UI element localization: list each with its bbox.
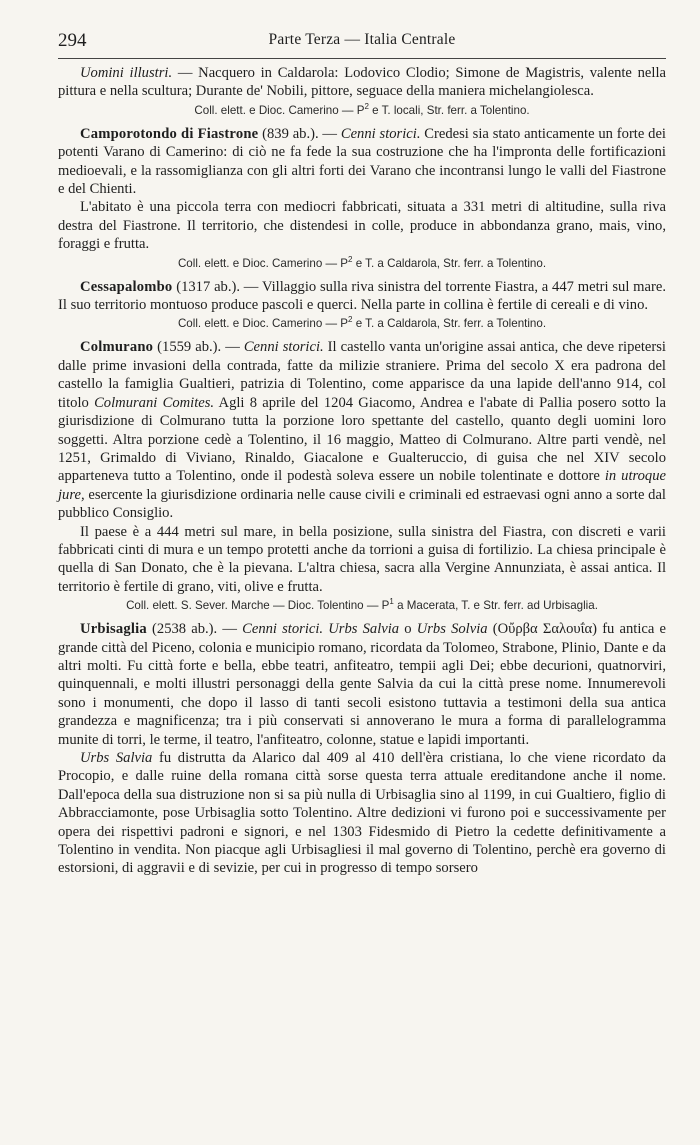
paragraph (58, 64, 666, 101)
admin-note: Coll. elett. e Dioc. Camerino — $P^2$ e T. a Caldarola, Str. ferr. a Tolentino. (177, 315, 547, 331)
paragraph-text: — Nacquero in Caldarola: Lodovico Clodio; Simone de Magistris, valente nella pittura e nella scultura; Durante de' Nobili, pittore, seguace della maniera michelangiolesca. (58, 65, 666, 100)
paragraph: Urbs Salvia fu distrutta da Alarico dal 409 al 410 dell'èra cristiana, lo che viene ricordato da Procopio, e dalle ruine della romana città sorse questa terra attuale ereditandone anche il nome. Dall'epoca della sua distruzione non si sa più nulla di Urbisaglia sino al 1199, in cui Gualtiero, figlio di Abbracciamonte, pose Urbisaglia sotto Tolentino. Altre dedizioni vi furono poi e successivamente per opera dei rispettivi padroni e signori, e nel 1303 Fidesmido di Pietro la cedette definitivamente a Tolentino in vendita. Non piacque agli Urbisagliesi il mal governo di Tolentino, perchè era governo di estorsioni, di aggravii e di sevizie, per cui in progresso di tempo sorsero (58, 750, 666, 877)
page-number: 294 (58, 30, 87, 51)
place-name: Colmurano (80, 339, 154, 356)
entry-cessapalombo (58, 278, 666, 333)
entry-camporotondo (58, 125, 666, 272)
paragraph: Camporotondo di Fiastrone (839 ab.). — Cenni storici. Credesi sia stato anticamente un forte dei potenti Varano di Camerino: di ciò ne fa fede la sua costruzione che ha l'impronta delle fortificazioni medioevali, e la rassomiglianza con gli altri forti dei Varano che incontransi lungo le valli del Fiastrone e del Chienti. (58, 125, 666, 198)
section-heading: Cenni storici. (340, 125, 421, 142)
entry-colmurano (58, 338, 666, 614)
section-heading: Cenni storici. (243, 339, 324, 356)
page-header (58, 20, 666, 54)
paragraph: Urbisaglia (2538 ab.). — Cenni storici. Urbs Salvia o Urbs Solvia (Οὔρβα Σαλουΐα) fu antica e grande città del Piceno, colonia e municipio romano, ricordata da Tolomeo, Strabone, Plinio, Dante e da altri molti. Fu città forte e bella, ebbe teatri, anfiteatro, tempii agli Dei; ebbe decurioni, quatnorviri, quinquennali, e molti illustri personaggi della gente Salvia da cui la città prese nome. Innumerevoli sono i monumenti, che dopo il lasso di tanti secoli esistono tuttavia a testimoni della sua antica grandezza e magnificenza; tra i più conservati si annoverano le mura a forma di parallelogramma munite di torri, le terme, il teatro, l'anfiteatro, colonne, statue e lapidi importanti. (58, 621, 666, 748)
paragraph-text: Credesi sia stato anticamente un forte dei potenti Varano di Camerino: di ciò ne fa fede la sua costruzione che ha l'impronta delle fortificazioni medioevali, e la rassomiglianza con gli altri forti dei Varano che incontransi lungo le valli del Fiastrone e del Chienti. (58, 125, 666, 198)
running-title: Parte Terza — Italia Centrale (268, 31, 456, 48)
place-name: Camporotondo di Fiastrone (80, 125, 259, 142)
section-heading: Cenni storici. (242, 621, 324, 638)
paragraph-text: Villaggio sulla riva sinistra del torrente Fiastra, a 447 metri sul mare. Il suo territorio montuoso produce pascoli e querci. Nella parte in collina è fertile di cereali e di vino. (58, 278, 666, 314)
entry-uomini-illustri (58, 64, 666, 119)
page-body (58, 64, 666, 881)
admin-note: Coll. elett. S. Sever. Marche — Dioc. Tolentino — $P^1$ a Macerata, T. e Str. ferr. ad Urbisaglia. (126, 597, 598, 613)
paragraph: Cessapalombo (1317 ab.). — Villaggio sulla riva sinistra del torrente Fiastra, a 447 metri sul mare. Il suo territorio montuoso produce pascoli e querci. Nella parte in collina è fertile di cereali e di vino. (58, 278, 666, 314)
entry-urbisaglia (58, 620, 666, 878)
header-rule (58, 58, 666, 59)
place-name: Urbisaglia (80, 621, 147, 638)
place-name: Cessapalombo (80, 278, 173, 295)
paragraph: Il paese è a 444 metri sul mare, in bella posizione, sulla sinistra del Fiastra, con discreti e varii fabbricati cinti di mura e un tempo protetti anche da torrioni a guisa di fortilizio. La chiesa principale è quella di San Donato, che è la pievana. L'altra chiesa, sacra alla Vergine Annunziata, è assai antica. Il territorio è fertile di grano, viti, olive e frutta. (58, 523, 666, 595)
paragraph: Colmurano (1559 ab.). — Cenni storici. Il castello vanta un'origine assai antica, che deve ripetersi dalle prime invasioni della contrada, fatte da milizie straniere. Prima del secolo X era padrona del castello la famiglia Gualtieri, patrizia di Tolentino, come apparisce da una lapide dell'anno 914, col titolo Colmurani Comites. Agli 8 aprile del 1204 Giacomo, Andrea e l'abate di Pallia posero sotto la giurisdizione di Colmurano tutta la porzione loro spettante del castello, quanto degli uomini loro soggetti. Altra porzione cedè a Tolentino, il 16 maggio, Matteo di Colmurano. Altre parti vendè, nel 1251, Grimaldo di Viviano, Rinaldo, Giacalone e Gualteruccio, di guisa che nel XIV secolo apparteneva tutto a Tolentino, onde il podestà soleva essere un nobile tolentinate e dottore in utroque jure, esercente la giurisdizione ordinaria nelle cause civili e criminali ed estraevasi ogni anno a sorte dal pubblico Consiglio. (58, 339, 667, 522)
admin-note: Coll. elett. e Dioc. Camerino — $P^2$ e T. a Caldarola, Str. ferr. a Tolentino. (177, 254, 547, 270)
paragraph: L'abitato è una piccola terra con mediocri fabbricati, situata a 331 metri di altitudine, sulla riva destra del Fiastrone. Il territorio, che distendesi in colle, produce in abbondanza grano, mais, vino, foraggi e frutta. (58, 199, 666, 253)
section-heading: Uomini illustri. (80, 65, 173, 81)
admin-note: Coll. elett. e Dioc. Camerino — $P^2$ e T. locali, Str. ferr. a Tolentino. (194, 101, 530, 117)
